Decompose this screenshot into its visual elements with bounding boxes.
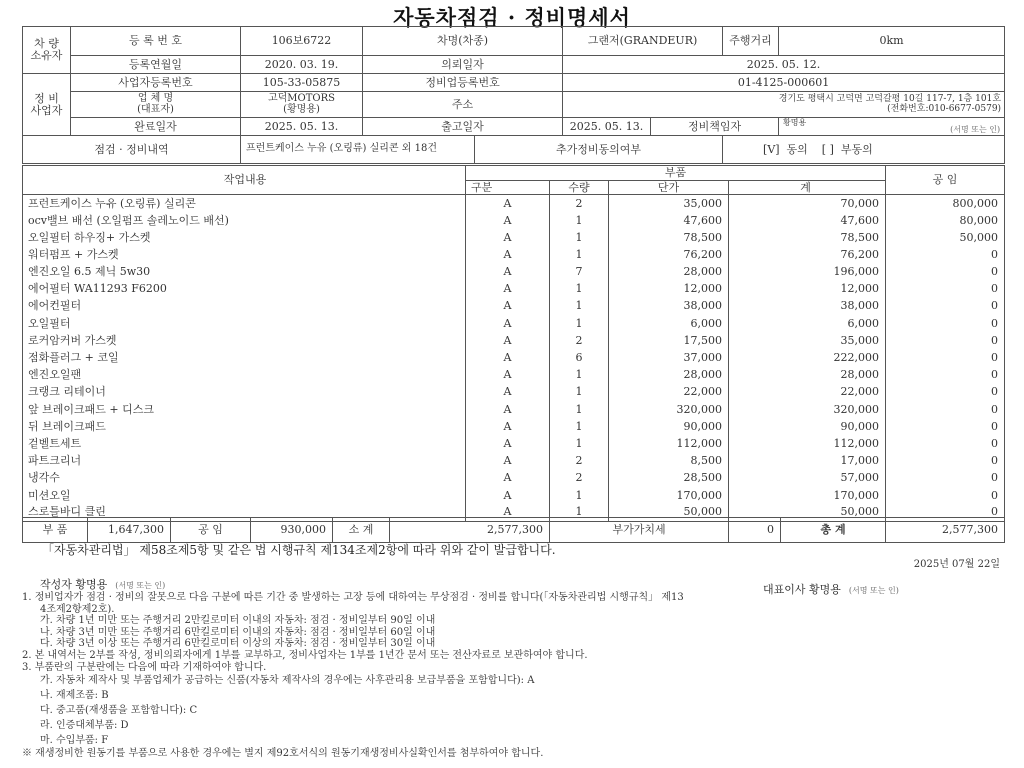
vat-label: 부가가치세 [550, 518, 729, 543]
writer-sign-hint: (서명 또는 인) [115, 581, 166, 590]
item-name: ocv밸브 배선 (오일펌프 솔레노이드 배선) [23, 212, 466, 229]
parts-note-line: 마. 수입부품: F [40, 735, 109, 747]
item-name: 오일필터 [23, 315, 466, 332]
parts-header: 부품 [466, 166, 886, 181]
item-unit: 47,600 [609, 212, 729, 229]
done-date-label: 완료일자 [71, 118, 241, 136]
item-row [23, 263, 1005, 280]
item-row [23, 470, 1005, 487]
footnote: ※ 재생정비한 원동기를 부품으로 사용한 경우에는 별지 제92호서식의 원동기재생정비사실확인서를 첨부하여야 합니다. [22, 748, 544, 760]
item-type: A [466, 263, 550, 280]
item-unit: 78,500 [609, 229, 729, 246]
item-labor: 800,000 [886, 195, 1005, 212]
model-label: 차명(차종) [363, 27, 563, 56]
legal-statement: 「자동차관리법」 제58조제5항 및 같은 법 시행규칙 제134조제2항에 따라 위와 같이 발급합니다. [42, 543, 556, 557]
labor-total-label: 공 임 [171, 518, 251, 543]
type-header: 구분 [466, 181, 550, 195]
company-value: 고덕MOTORS (황명용) [241, 92, 363, 118]
item-qty: 7 [550, 263, 609, 280]
item-qty: 1 [550, 487, 609, 504]
item-labor: 0 [886, 366, 1005, 383]
item-sum: 28,000 [729, 366, 886, 383]
business-section-label: 정 비 사업자 [23, 74, 71, 136]
item-labor: 0 [886, 246, 1005, 263]
item-type: A [466, 332, 550, 349]
item-labor: 0 [886, 470, 1005, 487]
item-type: A [466, 229, 550, 246]
item-row [23, 332, 1005, 349]
model-value: 그랜저(GRANDEUR) [563, 27, 723, 56]
address-label: 주소 [363, 92, 563, 118]
biz-no-value: 105-33-05875 [241, 74, 363, 92]
item-name: 겉벨트세트 [23, 435, 466, 452]
item-name: 엔진오일 6.5 제닉 5w30 [23, 263, 466, 280]
item-unit: 28,500 [609, 470, 729, 487]
parts-note-line: 나. 재제조품: B [40, 690, 109, 702]
item-qty: 1 [550, 384, 609, 401]
item-name: 엔진오일팬 [23, 366, 466, 383]
item-sum: 47,600 [729, 212, 886, 229]
note-line: 가. 차량 1년 미만 또는 주행거리 2만킬로미터 이내의 자동차: 점검 · 정비일부터 90일 이내 [40, 615, 436, 627]
item-sum: 6,000 [729, 315, 886, 332]
reg-date-label: 등록연월일 [71, 56, 241, 74]
item-qty: 1 [550, 280, 609, 297]
address-value: 경기도 평택시 고덕면 고덕갈평 10길 117-7, 1층 101호 (전화번호:010-6677-0579) [563, 92, 1005, 118]
mileage-label: 주행거리 [723, 27, 779, 56]
parts-note-line: 가. 자동차 제작사 및 부품업체가 공급하는 신품(자동차 제작사의 경우에는 사후관리용 보급부품을 포함합니다): A [40, 675, 535, 687]
item-row [23, 315, 1005, 332]
item-qty: 1 [550, 418, 609, 435]
request-date-label: 의뢰일자 [363, 56, 563, 74]
ceo-label: 대표이사 황명용 [763, 583, 841, 596]
reg-no-label: 등 록 번 호 [71, 27, 241, 56]
item-sum: 22,000 [729, 384, 886, 401]
note-line: 나. 차량 3년 미만 또는 주행거리 6만킬로미터 이내의 자동차: 점검 · 정비일부터 60일 이내 [40, 626, 436, 638]
item-sum: 112,000 [729, 435, 886, 452]
item-unit: 28,000 [609, 366, 729, 383]
item-type: A [466, 470, 550, 487]
item-row [23, 195, 1005, 212]
parts-note-line: 다. 중고품(재생품을 포함합니다): C [40, 705, 198, 717]
labor-header: 공 임 [886, 166, 1005, 195]
manager-signature [779, 118, 1005, 136]
item-labor: 0 [886, 418, 1005, 435]
item-labor: 0 [886, 332, 1005, 349]
repair-reg-value: 01-4125-000601 [563, 74, 1005, 92]
item-type: A [466, 418, 550, 435]
header-info-table [22, 26, 1005, 164]
labor-total-value: 930,000 [251, 518, 333, 543]
item-qty: 1 [550, 229, 609, 246]
item-type: A [466, 315, 550, 332]
repair-reg-label: 정비업등록번호 [363, 74, 563, 92]
note-line: 다. 차량 3년 이상 또는 주행거리 6만킬로미터 이상의 자동차: 점검 · 정비일부터 30일 이내 [40, 638, 436, 650]
item-qty: 1 [550, 246, 609, 263]
item-sum: 12,000 [729, 280, 886, 297]
item-qty: 2 [550, 452, 609, 469]
item-sum: 78,500 [729, 229, 886, 246]
parts-note-line: 라. 인증대체부품: D [40, 720, 129, 732]
consent-label: 추가정비동의여부 [475, 136, 723, 164]
item-qty: 6 [550, 349, 609, 366]
item-unit: 8,500 [609, 452, 729, 469]
mileage-value: 0km [779, 27, 1005, 56]
item-labor: 50,000 [886, 229, 1005, 246]
reg-date-value: 2020. 03. 19. [241, 56, 363, 74]
grand-total-label: 총 계 [820, 523, 846, 537]
item-labor: 0 [886, 298, 1005, 315]
parts-total-label: 부 품 [23, 518, 88, 543]
out-date-value: 2025. 05. 13. [563, 118, 651, 136]
item-sum: 196,000 [729, 263, 886, 280]
biz-no-label: 사업자등록번호 [71, 74, 241, 92]
item-sum: 170,000 [729, 487, 886, 504]
item-labor: 0 [886, 280, 1005, 297]
item-sum: 70,000 [729, 195, 886, 212]
item-type: A [466, 212, 550, 229]
item-row [23, 229, 1005, 246]
manager-name: 황명용 [783, 118, 807, 127]
item-type: A [466, 435, 550, 452]
item-labor: 0 [886, 435, 1005, 452]
item-name: 크랭크 리테이너 [23, 384, 466, 401]
work-header: 작업내용 [23, 166, 466, 195]
item-qty: 2 [550, 195, 609, 212]
item-qty: 1 [550, 401, 609, 418]
sum-header: 계 [729, 181, 886, 195]
vat-value [729, 518, 886, 543]
item-unit: 50,000 [609, 504, 729, 521]
done-date-value: 2025. 05. 13. [241, 118, 363, 136]
item-row [23, 280, 1005, 297]
item-type: A [466, 349, 550, 366]
item-unit: 76,200 [609, 246, 729, 263]
item-qty: 2 [550, 332, 609, 349]
item-row [23, 418, 1005, 435]
inspection-label: 점검 · 정비내역 [23, 136, 241, 164]
item-unit: 35,000 [609, 195, 729, 212]
subtotal-label: 소 계 [333, 518, 390, 543]
item-labor: 0 [886, 487, 1005, 504]
writer-signature [40, 576, 165, 592]
item-name: 파트크리너 [23, 452, 466, 469]
item-name: 오일필터 하우징+ 가스켓 [23, 229, 466, 246]
item-sum: 76,200 [729, 246, 886, 263]
item-row [23, 212, 1005, 229]
item-qty: 1 [550, 212, 609, 229]
item-unit: 320,000 [609, 401, 729, 418]
note-line: 2. 본 내역서는 2부를 작성, 정비의뢰자에게 1부를 교부하고, 정비사업자는 1부를 1년간 문서 또는 전산자료로 보관하여야 합니다. [22, 649, 588, 661]
item-type: A [466, 401, 550, 418]
qty-header: 수량 [550, 181, 609, 195]
item-name: 앞 브레이크패드 + 디스크 [23, 401, 466, 418]
grand-total-value: 2,577,300 [886, 518, 1005, 543]
item-qty: 2 [550, 470, 609, 487]
item-row [23, 298, 1005, 315]
note-line: 3. 부품란의 구분란에는 다음에 따라 기재하여야 합니다. [22, 661, 267, 673]
item-row [23, 401, 1005, 418]
item-labor: 80,000 [886, 212, 1005, 229]
parts-total-value: 1,647,300 [88, 518, 171, 543]
item-name: 스로틀바디 클린 [23, 504, 466, 521]
manager-label: 정비책임자 [651, 118, 779, 136]
item-sum: 38,000 [729, 298, 886, 315]
manager-sign-hint: (서명 또는 인) [950, 124, 1001, 134]
item-row [23, 246, 1005, 263]
item-labor: 0 [886, 315, 1005, 332]
item-qty: 1 [550, 366, 609, 383]
item-labor: 0 [886, 384, 1005, 401]
item-unit: 37,000 [609, 349, 729, 366]
item-unit: 38,000 [609, 298, 729, 315]
note-line: 4조제2항제2호). [40, 603, 115, 615]
item-row [23, 487, 1005, 504]
item-labor: 0 [886, 263, 1005, 280]
out-date-label: 출고일자 [363, 118, 563, 136]
item-sum: 57,000 [729, 470, 886, 487]
item-qty: 1 [550, 435, 609, 452]
item-qty: 1 [550, 504, 609, 521]
reg-no-value: 106보6722 [241, 27, 363, 56]
item-sum: 17,000 [729, 452, 886, 469]
item-unit: 28,000 [609, 263, 729, 280]
item-type: A [466, 487, 550, 504]
item-qty: 1 [550, 315, 609, 332]
issue-date: 2025년 07월 22일 [913, 559, 1000, 570]
item-sum: 320,000 [729, 401, 886, 418]
item-name: 미션오일 [23, 487, 466, 504]
item-name: 점화플러그 + 코일 [23, 349, 466, 366]
totals-table [22, 517, 1005, 543]
item-name: 에어컨필터 [23, 298, 466, 315]
item-unit: 6,000 [609, 315, 729, 332]
item-name: 로커암커버 가스켓 [23, 332, 466, 349]
item-labor: 0 [886, 401, 1005, 418]
writer-label: 작성자 황명용 [40, 578, 108, 591]
item-name: 워터펌프 + 가스켓 [23, 246, 466, 263]
item-type: A [466, 246, 550, 263]
item-unit: 22,000 [609, 384, 729, 401]
consent-value: [V] 동의 [ ] 부동의 [723, 136, 1005, 164]
item-sum: 35,000 [729, 332, 886, 349]
item-sum: 222,000 [729, 349, 886, 366]
item-row [23, 349, 1005, 366]
vehicle-section-label: 차 량 소유자 [23, 27, 71, 74]
item-sum: 90,000 [729, 418, 886, 435]
notes-section [22, 592, 1012, 760]
item-unit: 170,000 [609, 487, 729, 504]
item-unit: 90,000 [609, 418, 729, 435]
item-type: A [466, 280, 550, 297]
item-row [23, 366, 1005, 383]
item-qty: 1 [550, 298, 609, 315]
company-label: 업 체 명 (대표자) [71, 92, 241, 118]
item-type: A [466, 384, 550, 401]
item-type: A [466, 504, 550, 521]
note-line: 1. 정비업자가 점검 · 정비의 잘못으로 다음 구분에 따른 기간 중 발생하는 고장 등에 대하여는 무상점검 · 정비를 합니다(「자동차관리법 시행규칙」 제13 [22, 592, 684, 603]
unit-header: 단가 [609, 181, 729, 195]
item-name: 프런트케이스 누유 (오링류) 실리콘 [23, 195, 466, 212]
item-name: 냉각수 [23, 470, 466, 487]
request-date-value: 2025. 05. 12. [563, 56, 1005, 74]
item-type: A [466, 452, 550, 469]
item-row [23, 384, 1005, 401]
ceo-sign-hint: (서명 또는 인) [848, 586, 899, 595]
item-unit: 12,000 [609, 280, 729, 297]
item-name: 뒤 브레이크패드 [23, 418, 466, 435]
item-row [23, 452, 1005, 469]
item-unit: 17,500 [609, 332, 729, 349]
items-table [22, 165, 1005, 522]
document-title: 자동차점검 · 정비명세서 [393, 5, 631, 30]
item-name: 에어필터 WA11293 F6200 [23, 280, 466, 297]
item-type: A [466, 298, 550, 315]
item-labor: 0 [886, 349, 1005, 366]
inspection-summary: 프런트케이스 누유 (오링류) 실리콘 외 18건 [241, 136, 475, 164]
item-unit: 112,000 [609, 435, 729, 452]
item-labor: 0 [886, 504, 1005, 521]
item-labor: 0 [886, 452, 1005, 469]
item-type: A [466, 366, 550, 383]
subtotal-value: 2,577,300 [390, 518, 550, 543]
item-row [23, 435, 1005, 452]
vat-amount: 0 [729, 518, 781, 542]
item-type: A [466, 195, 550, 212]
item-sum: 50,000 [729, 504, 886, 521]
